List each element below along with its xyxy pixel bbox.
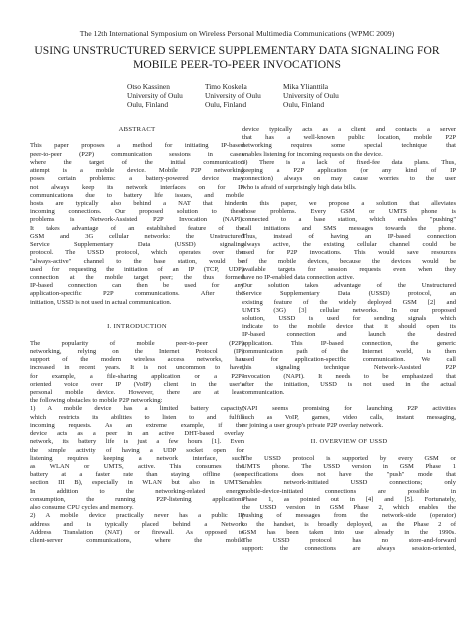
text-line: network, its battery life is just a few hours [1]. Even [30,438,244,446]
text-line: battery at a faster rate than staying offline (see [30,471,244,479]
author-name: Otso Kassinen [127,82,170,91]
intro-para-continued [242,126,456,159]
text-line: mobile-device-initiated connections are possible in [242,487,456,495]
text-line: GSM has been taken into use already in the 1990s. [242,528,456,536]
text-line: The popularity of mobile peer-to-peer (P2P) [30,339,244,347]
text-line: initiation, USSD is not used in actual communication. [30,298,172,306]
text-line: for example, a file-sharing application or a P2P- [30,372,244,380]
text-line: have no IP-enabled data connection active. [242,273,355,281]
text-line: which restricts its abilities to listen to and fulfill [30,413,244,421]
text-line: networking, relying on the Internet Protocol (IP) [30,347,244,355]
text-line: protocol. The USSD protocol, which operates over the [30,249,244,257]
text-line: communication path of the Internet world, is then [242,347,456,355]
text-line: The USSD protocol has no store-and-forward [242,536,456,544]
text-line: support: the connections are always session-oriented, [242,545,456,553]
introduction-item-1 [30,405,244,512]
text-line: also consume CPU cycles and memory. [30,504,134,512]
author-location: Oulu, Finland [283,100,325,110]
title-line-2: MOBILE PEER-TO-PEER INVOCATIONS [133,58,341,71]
author-block [127,82,191,110]
title-line-1: USING UNSTRUCTURED SERVICE SUPPLEMENTARY DATA SIGNALING FOR [34,44,440,57]
text-line: that has a well-known public location, mobile P2P [242,134,456,142]
text-line: It takes advantage of an established feature of the [30,224,244,232]
text-line: UMTS (3G) [3] cellular networks. In our proposed [242,306,456,314]
author-affiliation: University of Oulu [127,91,183,101]
text-line: this signaling technique Network-Assisted P2P [242,364,456,372]
right-column [242,126,456,553]
text-line: attempt is a mobile device. Mobile P2P networking [30,167,244,175]
text-line: consumption, the running P2P-listening applications [30,495,244,503]
text-line: poses certain problems: a battery-powered device may [30,175,244,183]
text-line: those problems. Every GSM or UMTS phone is [242,208,456,216]
text-line: keeping a P2P application (or any kind of IP [242,167,456,175]
author-block [205,82,269,110]
text-line: This paper proposes a method for initiating IP-based [30,142,244,150]
text-line: 2) A mobile device practically never has a public IP [30,512,244,520]
text-line: connection at the mobile target peer; the thus formed [30,273,244,281]
introduction-heading: I. INTRODUCTION [107,323,167,331]
text-line: hosts are typically also behind a NAT that hinders [30,199,244,207]
text-line: application. This IP-based connection, the generic [242,339,456,347]
text-line: device acts as a peer in an active DHT-based overlay [30,430,244,438]
author-block [283,82,347,110]
text-line: application-specific P2P communications. After the [30,290,244,298]
text-line: "always-active" channel to the base station, would be [30,257,244,265]
text-line: listening requires keeping a network interface, such [30,454,244,462]
text-line: Phase 1, as pointed out in [4] and [5]. Fortunately, [242,495,456,503]
ussd-overview-body [242,455,456,554]
text-line: In this paper, we propose a solution that alleviates [242,199,456,207]
text-line: GSM and 3G cellular networks: the Unstructured [30,232,244,240]
text-line: the USSD version in GSM Phase 2, which enables the [242,504,456,512]
abstract-body [30,142,244,306]
text-line: of the mobile devices, because the devices would be [242,257,456,265]
text-line: after the initiation, USSD is not used in the actual [242,380,456,388]
text-line: NAPI seems promising for launching P2P activities [242,405,456,413]
text-line: support of the modern wireless access networks, has [30,356,244,364]
text-line: used for requesting the initiation of an IP (TCP, UDP) [30,265,244,273]
text-line: communication. [242,389,285,396]
text-line: available targets for session requests even when they [242,265,456,273]
introduction-para-1 [30,340,244,406]
text-line: oriented voice over IP (VoIP) client in the user's [30,380,244,388]
text-line: to the handset, is broadly deployed, as the Phase 2 of [242,520,456,528]
text-line: the following obstacles to mobile P2P networking: [30,397,163,405]
text-line: Address Translation (NAT) or firewall. As opposed to [30,528,244,536]
text-line: In addition to the networking-related energy [30,487,244,495]
introduction-item-2 [30,512,244,545]
text-line: connection) always on may cause worries to the user [242,175,456,183]
text-line: IP-based connection can then be used for any [30,282,244,290]
text-line: who is afraid of surprisingly high data bills. [242,183,357,191]
text-line: solution, USSD is used for sending signals which [242,315,456,323]
author-name: Mika Ylianttila [283,82,329,91]
text-line: Invocation (NAPI). It needs to be emphasized that [242,372,456,380]
text-line: IP-based connection and launch the desired [242,331,456,339]
text-line: 1) A mobile device has a limited battery capacity, [30,405,244,413]
text-line: address and is typically placed behind a Network [30,520,244,528]
text-line: pushing of messages from the network-side (operator) [242,512,456,520]
text-line: Service Supplementary Data (USSD) signaling [30,241,244,249]
author-affiliation: University of Oulu [205,91,261,101]
text-line: peer-to-peer (P2P) communication sessions in cases [30,150,244,158]
text-line: incoming requests. As an extreme example, if the [30,421,244,429]
text-line: the simple activity of having a UDP socket open for [30,446,244,454]
author-location: Oulu, Finland [205,100,247,110]
text-line: device typically acts as a client and contacts a server [242,126,456,133]
author-list [0,82,474,110]
text-line: The USSD protocol is supported by every GSM or [242,454,456,462]
author-name: Timo Koskela [205,82,247,91]
text-line: enables network-initiated USSD connections; only [242,479,456,487]
text-line: increased in recent years. It is not uncommon to have, [30,364,244,372]
text-line: 3) There is a lack of fixed-fee data plans. Thus, [242,158,456,166]
text-line: not always keep its network interfaces on for IP [30,183,244,191]
ussd-overview-heading: II. OVERVIEW OF USSD [310,438,388,446]
text-line: section III B), especially in WLAN but also in UMTS. [30,479,244,487]
text-line: client-server communications, where the mobile [30,536,244,544]
author-location: Oulu, Finland [127,100,169,110]
running-head: The 12th International Symposium on Wireless Personal Multimedia Communications (WPMC 2009) [79,29,395,38]
text-line: personal mobile device. However, there are at least [30,389,244,396]
intro-para-2 [242,200,456,282]
text-line: call initiations and SMS messages towards the phone. [242,224,456,232]
text-line: specifications does not have the "push" mode that [242,471,456,479]
text-line: Thus, instead of having an IP-based connection [242,232,456,240]
text-line: existing feature of the widely deployed GSM [2] and [242,298,456,306]
abstract-heading: ABSTRACT [118,126,156,133]
text-line: used for application-specific communication. We call [242,356,456,364]
text-line: as WLAN or UMTS, active. This consumes the [30,462,244,470]
text-line: or joining a user group's private P2P overlay network. [242,421,384,429]
text-line: incoming connections. Our proposed solution to these [30,208,244,216]
introduction-item-3 [242,159,456,192]
intro-para-4 [242,405,456,430]
author-affiliation: University of Oulu [283,91,339,101]
intro-para-3 [242,282,456,397]
text-line: indicate to the mobile device that it should open its [242,323,456,331]
text-line: such as VoIP, games, video calls, instant messaging, [242,413,456,421]
text-line: networking requires some special technique that [242,142,456,150]
text-line: communications due to battery life issues, and mobile [30,191,244,199]
text-line: Service Supplementary Data (USSD) protocol, an [242,290,456,298]
text-line: problems is Network-Assisted P2P Invocation (NAPI). [30,216,244,224]
paper-title [20,44,454,72]
left-column [30,126,244,545]
text-line: connected to a base station, which enables "pushing" [242,216,456,224]
text-line: where the target of the initial communication [30,158,244,166]
text-line: always active, the existing cellular channel could be [242,241,456,249]
text-line: UMTS phone. The USSD version in GSM Phase 1 [242,462,456,470]
text-line: Our solution takes advantage of the Unstructured [242,282,456,290]
text-line: enables listening for incoming requests on the device. [242,150,383,158]
text-line: used for P2P invocations. This would save resources [242,249,456,257]
